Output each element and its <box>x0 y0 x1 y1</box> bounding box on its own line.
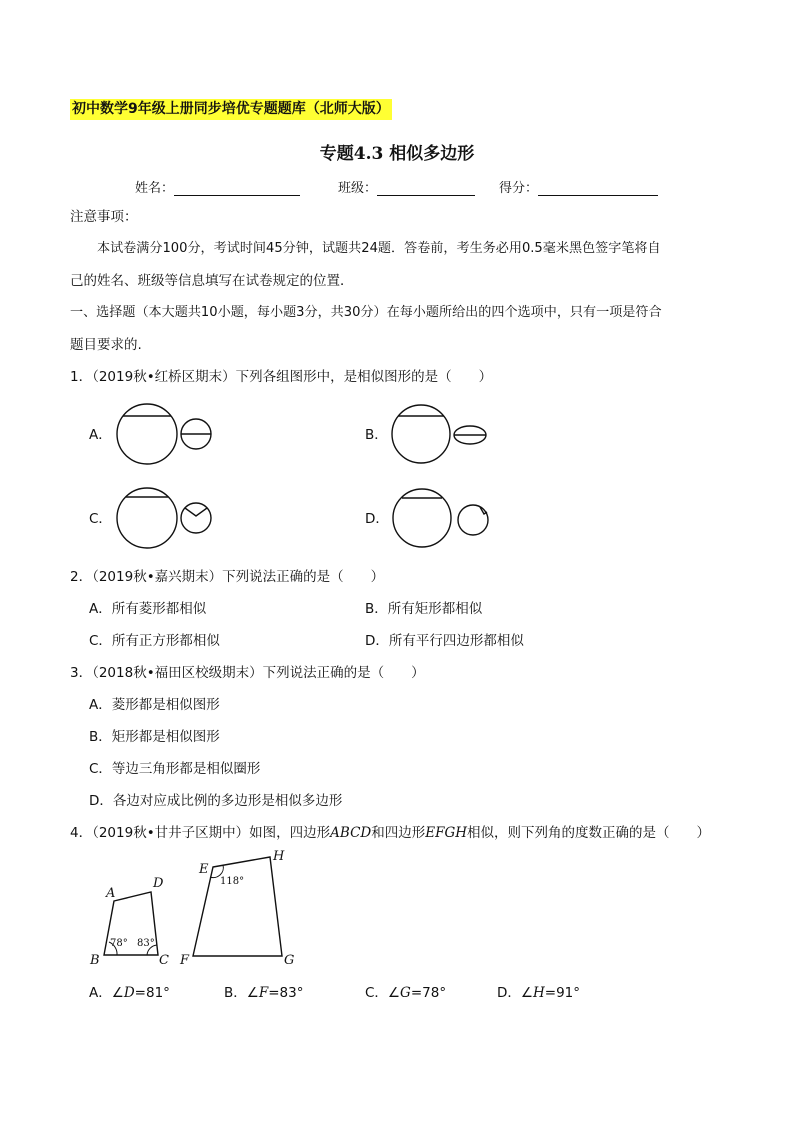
q2-stem: 2．（2019秋•嘉兴期末）下列说法正确的是（ ） <box>70 569 385 585</box>
class-label: 班级： <box>338 181 378 196</box>
label-c: C <box>159 953 169 968</box>
q2-option-d[interactable]: D．所有平行四边形都相似 <box>365 633 524 649</box>
q4-option-c[interactable]: C．∠G=78° <box>365 985 447 1001</box>
q3-option-a[interactable]: A．菱形都是相似图形 <box>89 697 220 713</box>
q1-option-a[interactable]: A． <box>89 427 112 443</box>
score-label: 得分： <box>499 181 539 196</box>
angle-b-label: 78° <box>110 938 128 949</box>
series-title: 初中数学9年级上册同步培优专题题库（北师大版） <box>70 99 392 120</box>
label-d: D <box>153 876 164 891</box>
q2-option-c[interactable]: C．所有正方形都相似 <box>89 633 220 649</box>
q1-option-d[interactable]: D． <box>365 511 389 527</box>
q1-option-b[interactable]: B． <box>365 427 388 443</box>
page-title: 专题4.3 相似多边形 <box>319 144 475 164</box>
q4-option-a[interactable]: A．∠D=81° <box>89 985 170 1001</box>
angle-e-label: 118° <box>220 876 245 887</box>
label-a: A <box>106 886 116 901</box>
q3-option-b[interactable]: B．矩形都是相似图形 <box>89 729 220 745</box>
q1-option-c[interactable]: C． <box>89 511 112 527</box>
q2-option-b[interactable]: B．所有矩形都相似 <box>365 601 483 617</box>
label-g: G <box>284 953 295 968</box>
label-e: E <box>199 862 209 877</box>
q4-stem-a: 4．（2019秋•甘井子区期中）如图，四边形 <box>70 825 331 841</box>
q1-stem: 1．（2019秋•红桥区期末）下列各组图形中，是相似图形的是（ ） <box>70 369 493 385</box>
label-h: H <box>273 849 285 864</box>
q4-stem-b: 和四边形 <box>371 825 426 841</box>
name-label: 姓名： <box>135 181 175 196</box>
q3-option-d[interactable]: D．各边对应成比例的多边形是相似多边形 <box>89 793 343 809</box>
q4-option-b[interactable]: B．∠F=83° <box>224 985 304 1001</box>
section-line-2: 题目要求的. <box>70 337 142 353</box>
q2-option-a[interactable]: A．所有菱形都相似 <box>89 601 207 617</box>
q4-stem-c: 相似，则下列角的度数正确的是（ ） <box>467 825 711 841</box>
label-f: F <box>180 953 190 968</box>
notes-heading: 注意事项： <box>70 209 138 225</box>
angle-c-label: 83° <box>137 938 155 949</box>
notes-line-2: 己的姓名、班级等信息填写在试卷规定的位置． <box>70 273 354 289</box>
q3-option-c[interactable]: C．等边三角形都是相似圈形 <box>89 761 261 777</box>
section-line-1: 一、选择题（本大题共10小题，每小题3分，共30分）在每小题所给出的四个选项中，只有一项是符合 <box>70 305 662 320</box>
notes-line-1: 本试卷满分100分，考试时间45分钟，试题共24题．答卷前，考生务必用0.5毫米黑色签字笔将自 <box>97 241 661 256</box>
q3-stem: 3．（2018秋•福田区校级期末）下列说法正确的是（ ） <box>70 665 425 681</box>
label-b: B <box>90 953 100 968</box>
q4-option-d[interactable]: D．∠H=91° <box>497 985 581 1001</box>
q4-quad-efgh: EFGH <box>425 825 468 841</box>
q4-quad-abcd: ABCD <box>330 825 372 841</box>
